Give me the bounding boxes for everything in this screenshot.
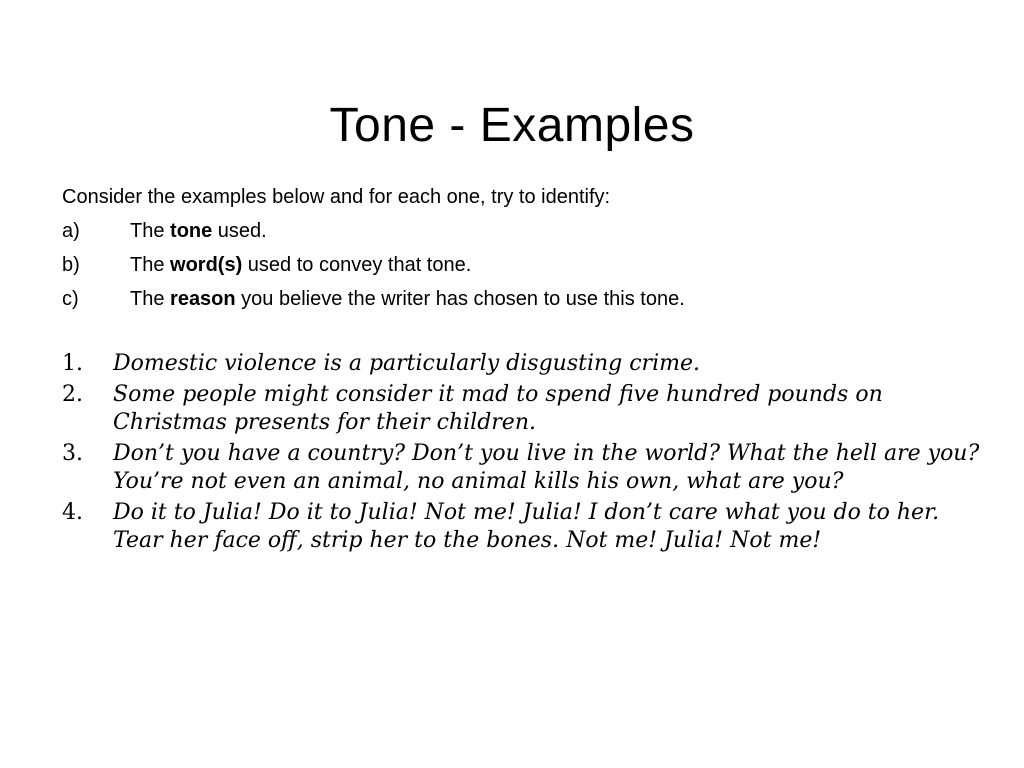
instruction-item-a bbox=[62, 214, 962, 248]
instruction-item-c bbox=[62, 282, 962, 316]
example-text: Do it to Julia! Do it to Julia! Not me! Julia! I don’t care what you do to her. Tear her face off, strip her to the bones. Not me! Julia! Not me! bbox=[113, 500, 940, 553]
instruction-marker: b) bbox=[62, 254, 80, 276]
instruction-item-b bbox=[62, 248, 962, 282]
instruction-text-before: The bbox=[130, 288, 171, 310]
instruction-text bbox=[130, 214, 267, 248]
instruction-text-after: you believe the writer has chosen to use this tone. bbox=[235, 288, 685, 310]
instruction-text-after: used to convey that tone. bbox=[242, 254, 472, 276]
example-text: Domestic violence is a particularly disgusting crime. bbox=[113, 351, 700, 376]
instruction-text bbox=[130, 282, 685, 316]
instruction-keyword: tone bbox=[170, 220, 213, 242]
instructions-lead bbox=[62, 180, 962, 214]
example-text: Don’t you have a country? Don’t you live in the world? What the hell are you? You’re not even an animal, no animal kills his own, what are you? bbox=[113, 441, 980, 494]
example-item-4 bbox=[62, 499, 982, 555]
example-item-3 bbox=[62, 440, 982, 496]
instruction-text bbox=[130, 248, 471, 282]
example-number: 2. bbox=[62, 382, 83, 407]
example-number: 4. bbox=[62, 500, 83, 525]
instruction-keyword: reason bbox=[170, 288, 236, 310]
example-text: Some people might consider it mad to spend five hundred pounds on Christmas presents for their children. bbox=[113, 382, 883, 435]
instruction-text-before: The bbox=[130, 220, 171, 242]
instruction-text-after: used. bbox=[212, 220, 267, 242]
instruction-marker: c) bbox=[62, 288, 79, 310]
instructions-lead-text: Consider the examples below and for each one, try to identify: bbox=[62, 186, 611, 208]
instruction-marker: a) bbox=[62, 220, 80, 242]
examples-list bbox=[62, 350, 982, 558]
instruction-keyword: word(s) bbox=[170, 254, 243, 276]
example-number: 3. bbox=[62, 441, 83, 466]
instructions bbox=[62, 180, 962, 316]
example-number: 1. bbox=[62, 351, 83, 376]
slide-title: Tone - Examples bbox=[329, 99, 695, 153]
instruction-text-before: The bbox=[130, 254, 171, 276]
example-item-1 bbox=[62, 350, 982, 378]
example-item-2 bbox=[62, 381, 982, 437]
